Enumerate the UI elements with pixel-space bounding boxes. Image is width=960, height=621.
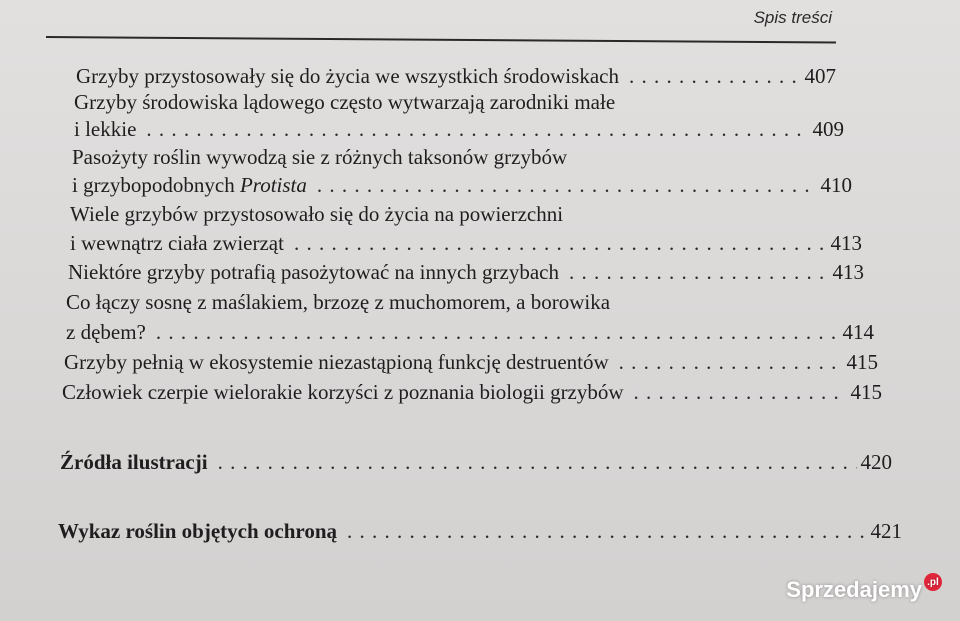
toc-entry xyxy=(64,350,878,375)
toc-page-number: 415 xyxy=(846,350,878,374)
toc-page-number: 420 xyxy=(860,450,892,474)
toc-entry xyxy=(70,231,862,256)
toc-page-number: 413 xyxy=(832,260,864,284)
leader-dots xyxy=(294,231,827,256)
running-header: Spis treści xyxy=(753,8,832,27)
toc-entry-title: i lekkie xyxy=(74,117,137,141)
toc-entry-title: Człowiek czerpie wielorakie korzyści z poznania biologii grzybów xyxy=(62,380,624,404)
toc-section-title: Źródła ilustracji xyxy=(60,450,208,474)
leader-dots xyxy=(317,173,817,198)
toc-page-number: 414 xyxy=(842,320,874,344)
toc-section-title: Wykaz roślin objętych ochroną xyxy=(58,519,338,543)
watermark-logo xyxy=(786,577,942,603)
toc-page-number: 407 xyxy=(804,64,836,88)
leader-dots xyxy=(156,320,839,345)
toc-entry-title-line1: Wiele grzybów przystosowało się do życia na powierzchni xyxy=(70,202,564,226)
toc-entry-title: Niektóre grzyby potrafią pasożytować na innych grzybach xyxy=(68,260,559,284)
toc-entry-title-line1: Pasożyty roślin wywodzą sie z różnych taksonów grzybów xyxy=(72,145,568,169)
toc-entry xyxy=(74,117,844,142)
toc-entry xyxy=(72,173,852,198)
toc-entry-title: Grzyby pełnią w ekosystemie niezastąpioną funkcję destruentów xyxy=(64,350,609,374)
toc-page-number: 410 xyxy=(820,173,852,197)
leader-dots xyxy=(619,350,843,375)
leader-dots xyxy=(218,450,857,475)
toc-entry-title-part: i grzybopodobnych xyxy=(72,173,240,197)
toc-entry xyxy=(76,64,836,89)
leader-dots xyxy=(569,260,829,285)
toc-entry-title-line1: Grzyby środowiska lądowego często wytwarzają zarodniki małe xyxy=(74,90,616,114)
toc-page-number: 413 xyxy=(830,231,862,255)
toc-entry-title: Grzyby przystosowały się do życia we wszystkich środowiskach xyxy=(76,64,619,88)
toc-section xyxy=(60,450,892,475)
toc-entry xyxy=(68,260,864,285)
toc-page-number: 409 xyxy=(812,117,844,141)
toc-page-number: 421 xyxy=(870,519,902,543)
toc-entry-title xyxy=(72,173,307,198)
watermark-badge: .pl xyxy=(924,573,942,591)
leader-dots xyxy=(629,64,801,89)
leader-dots xyxy=(347,519,866,544)
toc-page-number: 415 xyxy=(850,380,882,404)
toc-entry xyxy=(62,380,882,405)
toc-entry-title: z dębem? xyxy=(66,320,146,344)
toc-entry xyxy=(66,320,874,345)
leader-dots xyxy=(634,380,847,405)
toc-entry-title-italic: Protista xyxy=(239,173,307,197)
watermark-text: Sprzedajemy xyxy=(786,577,922,602)
toc-section xyxy=(58,519,902,544)
leader-dots xyxy=(146,117,808,142)
toc-entry-title-line1: Co łączy sosnę z maślakiem, brzozę z muchomorem, a borowika xyxy=(66,290,611,314)
toc-entry-title: i wewnątrz ciała zwierząt xyxy=(70,231,284,255)
